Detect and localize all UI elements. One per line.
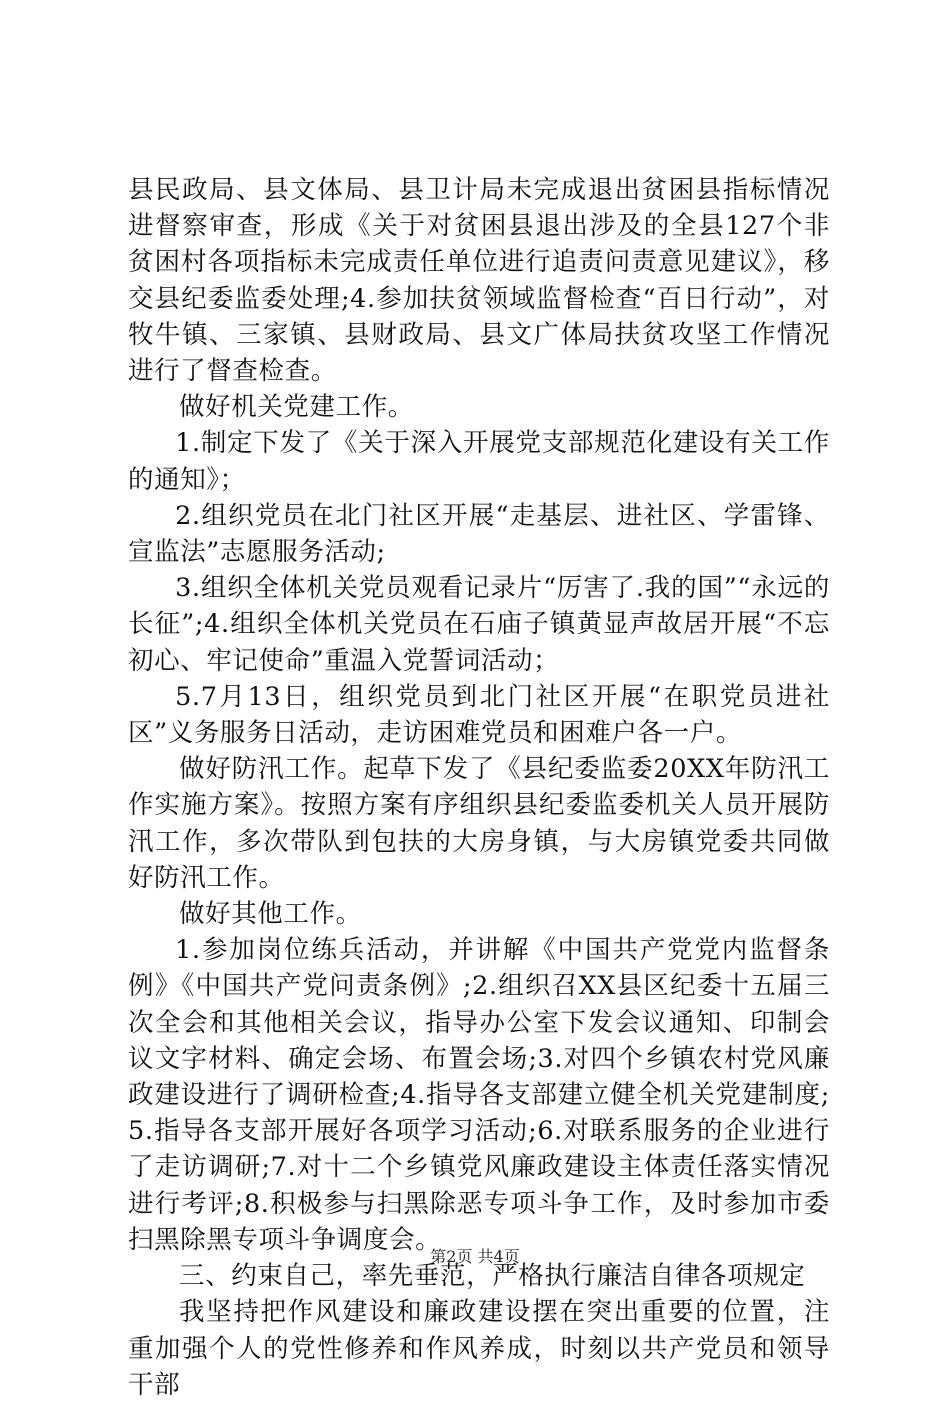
section-heading-self-discipline: 三、约束自己，率先垂范，严格执行廉洁自律各项规定 (179, 1261, 806, 1292)
paragraph-work-style: 我坚持把作风建设和廉政建设摆在突出重要的位置，注重加强个人的党性修养和作风养成，时刻以共产党员和领导干部 (128, 1297, 830, 1400)
list-item-documentary: 3.组织全体机关党员观看记录片“厉害了.我的国”“永远的长征”;4.组织全体机关党员在石庙子镇黄显声故居开展“不忘初心、牢记使命”重温入党誓词活动； (128, 573, 830, 676)
heading-other-work: 做好其他工作。 (179, 899, 362, 930)
paragraph-flood-control: 做好防汛工作。起草下发了《县纪委监委20XX年防汛工作实施方案》。按照方案有序组织县纪委监委机关人员开展防汛工作，多次带队到包扶的大房身镇，与大房镇党委共同做好防汛工作。 (128, 754, 830, 893)
paragraph-poverty-supervision: 县民政局、县文体局、县卫计局未完成退出贫困县指标情况进督察审查，形成《关于对贫困县退出涉及的全县127个非贫困村各项指标未完成责任单位进行追责问责意见建议》，移交县纪委监委处理;4.参加扶贫领域监督检查“百日行动”，对牧牛镇、三家镇、县财政局、县文广体局扶贫攻坚工作情况进行了督查检查。 (128, 175, 830, 387)
list-item-volunteer: 2.组织党员在北门社区开展“走基层、进社区、学雷锋、宣监法”志愿服务活动; (128, 500, 830, 568)
list-item-community-service: 5.7月13日，组织党员到北门社区开展“在职党员进社区”义务服务日活动，走访困难党员和困难户各一户。 (128, 681, 830, 749)
paragraph-other-work-items: 1.参加岗位练兵活动，并讲解《中国共产党党内监督条例》《中国共产党问责条例》;2.组织召XX县区纪委十五届三次全会和其他相关会议，指导办公室下发会议通知、印制会议文字材料、确定会场、布置会场;3.对四个乡镇农村党风廉政建设进行了调研检查;4.指导各支部建立健全机关党建制度;5.指导各支部开展好各项学习活动;6.对联系服务的企业进行了走访调研;7.对十二个乡镇党风廉政建设主体责任落实情况进行考评;8.积极参与扫黑除恶专项斗争工作，及时参加市委扫黑除黑专项斗争调度会。 (128, 935, 830, 1255)
document-body (128, 172, 830, 1403)
page-number-footer: 第2页 共4页 (430, 1247, 520, 1266)
list-item-notice: 1.制定下发了《关于深入开展党支部规范化建设有关工作的通知》； (128, 428, 830, 495)
heading-party-building: 做好机关党建工作。 (179, 392, 414, 423)
